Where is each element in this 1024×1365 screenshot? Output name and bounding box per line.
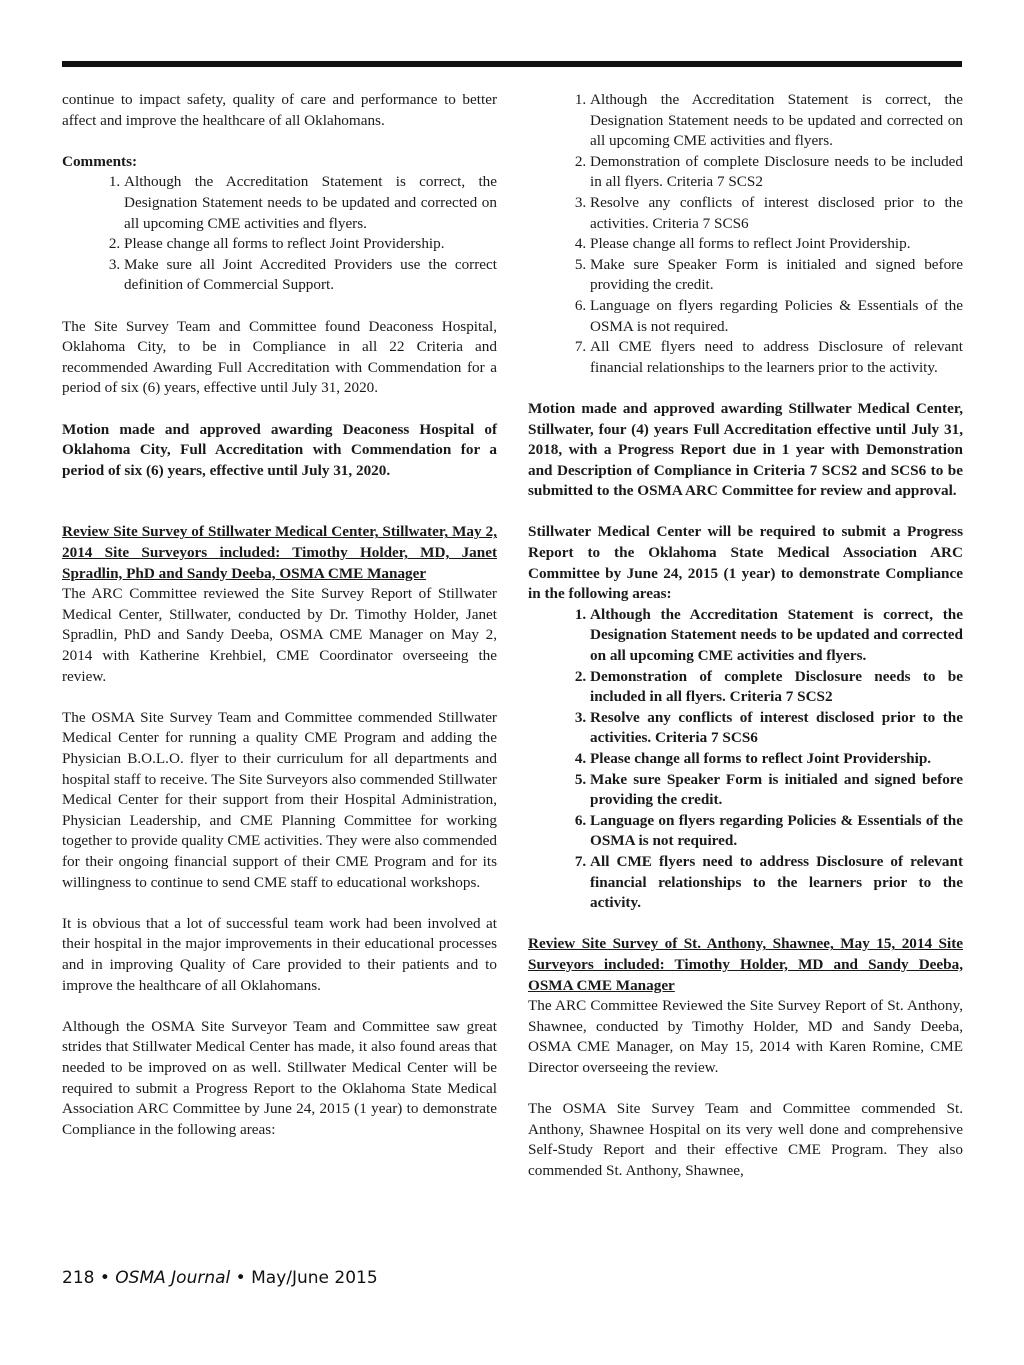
list-item: 1. Although the Accreditation Statement is correct, the Designation Statement needs to be updated and corrected on all upcoming CME activities and flyers. (124, 172, 497, 234)
requirements-list (528, 90, 963, 378)
right-column (528, 90, 963, 1202)
progress-report-list (528, 605, 963, 914)
list-item: 4. Please change all forms to reflect Joint Providership. (590, 749, 963, 770)
stillwater-motion: Motion made and approved awarding Stillwater Medical Center, Stillwater, four (4) years Full Accreditation effective until July 31, 2018, with a Progress Report due in 1 year with Demonstration and Description of Compliance in Criteria 7 SCS2 and SCS6 to be submitted to the OSMA ARC Committee for review and approval. (528, 399, 963, 500)
top-rule (62, 61, 962, 67)
st-anthony-commended-paragraph: The OSMA Site Survey Team and Committee commended St. Anthony, Shawnee Hospital on its very well done and comprehensive Self-Study Report and their effective CME Program. They also commended St. Anthony, Shawnee, (528, 1100, 963, 1179)
list-item: 3. Resolve any conflicts of interest disclosed prior to the activities. Criteria 7 SCS6 (590, 708, 963, 749)
progress-report-paragraph: Stillwater Medical Center will be required to submit a Progress Report to the Oklahoma State Medical Association ARC Committee by June 24, 2015 (1 year) to demonstrate Compliance in the following areas: (528, 523, 963, 603)
page-number: 218 (62, 1268, 95, 1288)
list-item: 5. Make sure Speaker Form is initialed and signed before providing the credit. (590, 770, 963, 811)
footer-separator: • (230, 1268, 252, 1288)
list-item: 7. All CME flyers need to address Disclosure of relevant financial relationships to the learners prior to the activity. (590, 852, 963, 914)
list-item: 3. Make sure all Joint Accredited Providers use the correct definition of Commercial Support. (124, 255, 497, 296)
journal-name: OSMA Journal (115, 1268, 231, 1288)
list-item: 1. Although the Accreditation Statement is correct, the Designation Statement needs to be updated and corrected on all upcoming CME activities and flyers. (590, 90, 963, 152)
teamwork-paragraph: It is obvious that a lot of successful team work had been involved at their hospital in the major improvements in their educational processes and in improving Quality of Care provided to their patients and to improve the healthcare of all Oklahomans. (62, 914, 497, 994)
page-footer (62, 1268, 378, 1288)
list-item: 2. Please change all forms to reflect Joint Providership. (124, 234, 497, 255)
stillwater-review-paragraph: The ARC Committee reviewed the Site Survey Report of Stillwater Medical Center, Stillwater, conducted by Dr. Timothy Holder, Janet Spradlin, PhD and Sandy Deeba, OSMA CME Manager on May 2, 2014 with Katherine Krehbiel, CME Coordinator overseeing the review. (62, 585, 497, 685)
left-column (62, 90, 497, 1161)
intro-paragraph: continue to impact safety, quality of care and performance to better affect and improve the healthcare of all Oklahomans. (62, 91, 497, 129)
comments-label: Comments: (62, 152, 138, 170)
stillwater-commended-paragraph: The OSMA Site Survey Team and Committee commended Stillwater Medical Center for running a quality CME Program and adding the Physician B.O.L.O. flyer to their curriculum for all departments and hospital staff to receive. The Site Surveyors also commended Stillwater Medical Center for their support from their Hospital Administration, Physician Leadership, and CME Planning Committee for working together to provide quality CME activities. They were also commended for their ongoing financial support of their CME Program and for its willingness to continue to send CME staff to educational workshops. (62, 708, 497, 891)
st-anthony-review-paragraph: The ARC Committee Reviewed the Site Survey Report of St. Anthony, Shawnee, conducted by Timothy Holder, MD and Sandy Deeba, OSMA CME Manager, on May 15, 2014 with Karen Romine, CME Director overseeing the review. (528, 997, 963, 1076)
list-item: 1. Although the Accreditation Statement is correct, the Designation Statement needs to be updated and corrected on all upcoming CME activities and flyers. (590, 605, 963, 667)
deaconess-paragraph: The Site Survey Team and Committee found Deaconess Hospital, Oklahoma City, to be in Compliance in all 22 Criteria and recommended Awarding Full Accreditation with Commendation for a period of six (6) years, effective until July 31, 2020. (62, 317, 497, 397)
list-item: 6. Language on flyers regarding Policies & Essentials of the OSMA is not required. (590, 296, 963, 337)
issue-date: May/June 2015 (251, 1268, 378, 1288)
list-item: 2. Demonstration of complete Disclosure needs to be included in all flyers. Criteria 7 SCS2 (590, 152, 963, 193)
list-item: 3. Resolve any conflicts of interest disclosed prior to the activities. Criteria 7 SCS6 (590, 193, 963, 234)
list-item: 6. Language on flyers regarding Policies & Essentials of the OSMA is not required. (590, 811, 963, 852)
deaconess-motion: Motion made and approved awarding Deaconess Hospital of Oklahoma City, Full Accreditation with Commendation for a period of six (6) years, effective until July 31, 2020. (62, 420, 497, 479)
st-anthony-heading: Review Site Survey of St. Anthony, Shawnee, May 15, 2014 Site Surveyors included: Timothy Holder, MD and Sandy Deeba, OSMA CME Manager (528, 935, 963, 994)
stillwater-heading: Review Site Survey of Stillwater Medical Center, Stillwater, May 2, 2014 Site Surveyors included: Timothy Holder, MD, Janet Spradlin, PhD and Sandy Deeba, OSMA CME Manager (62, 523, 497, 582)
list-item: 4. Please change all forms to reflect Joint Providership. (590, 234, 963, 255)
list-item: 5. Make sure Speaker Form is initialed and signed before providing the credit. (590, 255, 963, 296)
improvement-paragraph: Although the OSMA Site Surveyor Team and Committee saw great strides that Stillwater Medical Center has made, it also found areas that needed to be improved on as well. Stillwater Medical Center will be required to submit a Progress Report to the Oklahoma State Medical Association ARC Committee by June 24, 2015 (1 year) to demonstrate Compliance in the following areas: (62, 1017, 497, 1138)
comments-list (62, 172, 497, 296)
list-item: 2. Demonstration of complete Disclosure needs to be included in all flyers. Criteria 7 SCS2 (590, 667, 963, 708)
footer-separator: • (94, 1268, 116, 1288)
list-item: 7. All CME flyers need to address Disclosure of relevant financial relationships to the learners prior to the activity. (590, 337, 963, 378)
